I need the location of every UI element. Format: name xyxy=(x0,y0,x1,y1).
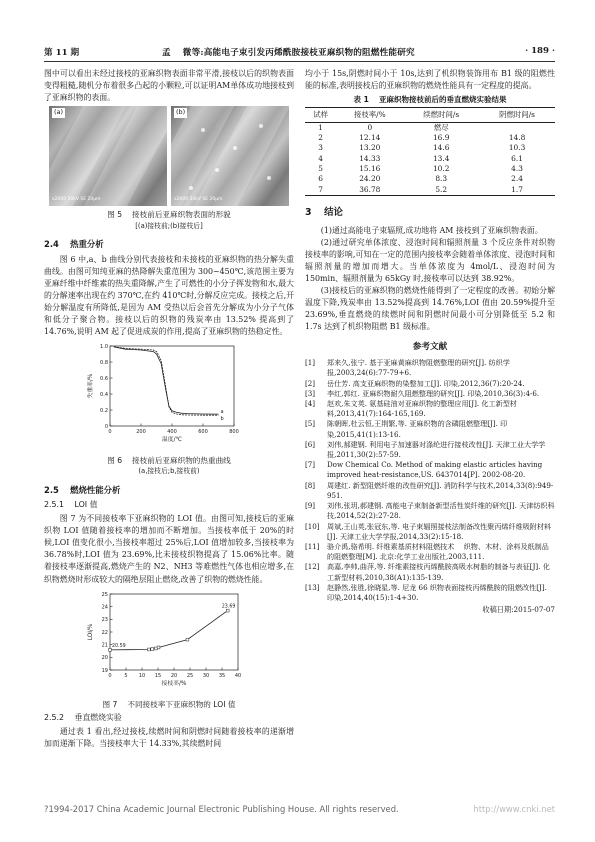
data-point xyxy=(151,647,154,650)
table-cell: 14.8 xyxy=(508,133,526,143)
data-point xyxy=(109,648,112,651)
x-axis-label: 温度/℃ xyxy=(161,436,183,443)
reference-item xyxy=(305,583,555,603)
section-2-4-text: 图 6 中,a、b 曲线分别代表接枝和未接枝的亚麻织物的热分解失重曲线。由图可知纯亚麻的热降解失重范围为 300~450℃,该范围主要为亚麻纤维中纤维素的热失重降解,产生了可燃性的小分子挥发物和水,最大的分解速率出现在约 370℃,在约 410℃时,分解反应完成。接枝之后,开始分解温度有所降低,是因为 AM 受热以后会首先分解成为小分子气体和低分子聚合物。接枝以后的织物的残炭率由 13.52% 提高到了 14.76%,说明 AM 起了促进成炭的作用,提高了亚麻织物的热稳定性。 xyxy=(44,254,294,336)
table-cell: 3 xyxy=(318,143,323,153)
reference-item xyxy=(305,358,555,378)
table-header-row xyxy=(305,108,555,122)
table-cell: 10.2 xyxy=(432,164,450,174)
section-2-5-2-text: 通过表 1 看出,经过接枝,续燃时间和阴燃时间随着接枝率的递渐增加而递渐下降。当接枝率大于 14.33%,其续燃时间 xyxy=(44,727,294,749)
y-tick-label: 22 xyxy=(101,629,108,636)
data-point xyxy=(226,609,229,612)
scale-bar-b: x2000 30kV SE 20μm xyxy=(174,197,223,203)
table-cell: 6 xyxy=(318,174,323,184)
x-tick-label: 30 xyxy=(202,672,210,679)
reference-text: 赵欢,朱文英. 氨基硅油对亚麻织物的整理应用[J]. 化工新型材料,2013,41(7):164-165,169. xyxy=(327,399,517,419)
table-cell: 5 xyxy=(318,164,323,174)
table-cell: 16.9 xyxy=(432,133,450,143)
reference-text: 周建红. 新型阻燃纤维的改性研究[J]. 消防科学与技术,2014,33(8):949-951. xyxy=(327,480,554,500)
intro-paragraph: 图中可以看出未经过接枝的亚麻织物表面非常平滑,接枝以后的织物表面变得粗糙,随机分布着很多凸起的小颗粒,可以证明AM单体成功地接枝到了亚麻织物的表面。 xyxy=(44,69,294,103)
issue-number: 第 11 期 xyxy=(44,48,80,58)
reference-number: [12] xyxy=(305,562,320,572)
table-cell: 15.16 xyxy=(359,164,381,174)
table-header-cell: 阴燃时间/s xyxy=(479,108,555,122)
references-heading: 参考文献 xyxy=(412,342,448,353)
figure-7-caption: 图 7 不同接枝率下亚麻织物的 LOI 值 xyxy=(102,699,236,709)
series-line-a xyxy=(114,347,219,414)
reference-number: [3] xyxy=(305,388,316,398)
table-cell: 2.4 xyxy=(511,174,523,184)
table-cell: 1.7 xyxy=(479,184,555,195)
reference-item xyxy=(305,379,555,389)
table-cell: 12.14 xyxy=(359,133,381,143)
table-cell: 14.33 xyxy=(359,153,381,163)
reference-number: [1] xyxy=(305,358,316,368)
y-tick-label: 23 xyxy=(101,616,108,623)
data-point xyxy=(157,646,160,649)
section-3-heading: 3 结论 xyxy=(305,206,343,218)
table-cell: 13.4 xyxy=(432,153,450,163)
reference-text: 赵静然,张胜,徐晓星,等. 尼龙 66 织物表面接枝丙烯酰胺的阻燃改性[J]. 印染,2014,40(15):1-4+30. xyxy=(327,582,547,602)
section-2-5-1-heading: 2.5.1 LOI 值 xyxy=(44,500,98,510)
x-axis-label: 接枝率/% xyxy=(161,680,187,687)
continued-paragraph: 均小于 15s,阴燃时间小于 10s,达到了机织物装饰用布 B1 级的阻燃性能的标准,表明接枝后的亚麻织物的燃烧性能具有一定程度的提高。 xyxy=(305,69,555,91)
reference-item xyxy=(305,522,555,542)
series-line-b xyxy=(114,347,219,415)
y-tick-label: 1.0 xyxy=(100,343,108,350)
y-tick-label: 0 xyxy=(104,423,108,430)
reference-text: 岳仕芳. 高支亚麻织物的染整加工[J]. 印染,2012,36(7):20-24. xyxy=(327,378,525,388)
reference-item xyxy=(305,501,555,521)
table-row xyxy=(305,164,555,174)
figure-7-chart xyxy=(84,588,254,696)
table-1 xyxy=(305,107,555,195)
reference-number: [7] xyxy=(305,460,316,470)
table-cell: 5.2 xyxy=(403,184,479,195)
table-row xyxy=(305,122,555,133)
series-label: a xyxy=(220,408,224,415)
y-axis-label: 失重率/% xyxy=(88,373,94,399)
reference-text: Dow Chemical Co. Method of making elastic articles having improved heat-resistance,US. 6437014[P]. 2002-08-20. xyxy=(327,460,543,480)
panel-label-a: (a) xyxy=(54,108,64,117)
reference-number: [5] xyxy=(305,419,316,429)
right-column xyxy=(305,68,555,616)
table-cell: 24.20 xyxy=(359,174,381,184)
data-point xyxy=(186,638,189,641)
x-tick-label: 10 xyxy=(138,672,146,679)
table-cell: 7 xyxy=(305,184,336,195)
y-tick-label: 0.8 xyxy=(100,359,108,366)
reference-text: 郑来久,张宁. 基于亚麻黄麻织物阻燃整理的研究[J]. 纺织学报,2003,24(6):77-79+6. xyxy=(327,358,510,378)
reference-list xyxy=(305,358,555,603)
table-cell: 1 xyxy=(318,122,323,132)
table-cell: 4.3 xyxy=(511,164,523,174)
reference-number: [10] xyxy=(305,521,320,531)
panel-label-b: (b) xyxy=(176,108,186,117)
table-cell: 4 xyxy=(318,153,323,163)
data-point xyxy=(154,647,157,650)
x-tick-label: 25 xyxy=(186,672,194,679)
left-column xyxy=(44,68,294,750)
reference-text: 陈朝晖,杜云恒,王荆繁,等. 亚麻织物的含磷阻燃整理[J]. 印染,2015,41(1):13-16. xyxy=(327,419,508,439)
reference-number: [9] xyxy=(305,501,316,511)
header-rule xyxy=(44,61,555,62)
reference-text: 高嘉,李帅,曲萍,等. 纤维素接枝丙烯酰胺高吸水树脂的制备与表征[J]. 化工新型材料,2010,38(A1):135-139. xyxy=(327,562,550,582)
table-cell: 2 xyxy=(318,133,323,143)
conclusion-2: (2)通过研究单体浓度、浸泡时间和辐照剂量 3 个反应条件对织物接枝率的影响,可知在一定的范围内接枝率会随着单体浓度、浸泡时间和辐照剂量的增加而增大。当单体浓度为 4mol/L、浸泡时间为 150min、辐照剂量为 65kGy 时,接枝率可以达到 38.92%。 xyxy=(305,238,555,284)
table-cell xyxy=(479,122,555,133)
data-point xyxy=(147,648,150,651)
table-1-body xyxy=(305,122,555,195)
reference-number: [8] xyxy=(305,480,316,490)
x-tick-label: 5 xyxy=(124,672,128,679)
conclusion-3: (3)接枝后的亚麻织物的燃烧性能得到了一定程度的改善。初始分解温度下降,残炭率由 13.52%提高到 14.76%,LOI 值由 20.59%提升至 23.69%,垂直燃烧的续燃时间和阴燃时间最小可分别降低至 5.2 和 1.7s 达到了机织物阻燃 B1 级标准。 xyxy=(305,286,555,332)
y-tick-label: 19 xyxy=(101,667,108,674)
tg-curve-svg xyxy=(84,340,254,452)
running-header xyxy=(44,44,555,60)
table-header-cell: 续燃时间/s xyxy=(403,108,479,122)
copyright-notice: ?1994-2017 China Academic Journal Electronic Publishing House. All rights reserved. xyxy=(44,804,399,814)
section-2-5-2-heading: 2.5.2 垂直燃烧实验 xyxy=(44,713,122,723)
table-row xyxy=(305,184,555,195)
section-2-5-heading: 2.5 燃烧性能分析 xyxy=(44,484,121,495)
y-tick-label: 0.6 xyxy=(100,375,108,382)
plot-frame xyxy=(110,594,238,670)
x-tick-label: 600 xyxy=(198,428,208,435)
reference-item xyxy=(305,481,555,501)
reference-item xyxy=(305,419,555,439)
sem-image-before xyxy=(49,106,167,206)
loi-chart-svg xyxy=(84,588,254,696)
x-tick-label: 20 xyxy=(170,672,178,679)
watermark-url: http://www.cnki.net xyxy=(473,804,555,814)
reference-item xyxy=(305,562,555,582)
x-tick-label: 40 xyxy=(234,672,242,679)
reference-item xyxy=(305,440,555,460)
table-header-cell: 接枝率/% xyxy=(336,108,403,122)
x-tick-label: 800 xyxy=(229,428,239,435)
series-label: b xyxy=(220,415,224,422)
x-tick-label: 400 xyxy=(167,428,177,435)
x-tick-label: 15 xyxy=(154,672,162,679)
reference-number: [11] xyxy=(305,541,320,551)
table-cell: 36.78 xyxy=(336,184,403,195)
table-1-caption: 表 1 亚麻织物接枝前后的垂直燃烧实验结果 xyxy=(353,95,507,105)
reference-item xyxy=(305,389,555,399)
figure-6-caption: 图 6 接枝前后亚麻织物的热重曲线 xyxy=(107,455,231,465)
x-tick-label: 0 xyxy=(108,672,112,679)
y-tick-label: 20 xyxy=(101,654,108,661)
reference-text: 骆介禹,骆希明. 纤维素基质材料阻燃技术 织物、木材、涂料及纸制品的阻燃整理[M]. 北京:化学工业出版社,2003,111. xyxy=(327,541,549,562)
scale-bar-a: x2000 30kV SE 20μm xyxy=(52,197,101,203)
table-cell: 0 xyxy=(367,122,373,132)
table-cell: 10.3 xyxy=(508,143,526,153)
table-cell: 14.6 xyxy=(432,143,450,153)
y-tick-label: 0.2 xyxy=(100,407,108,414)
reference-number: [6] xyxy=(305,439,316,449)
reference-text: 刘伟,郝建钢. 利用电子加速器对涤纶进行接枝改性[J]. 天津工业大学学报,2011,30(2):57-59. xyxy=(327,439,546,460)
x-tick-label: 0 xyxy=(108,428,112,435)
reference-text: 周斌,王山英,张冠东,等. 电子束辐照接枝法制备改性聚丙烯纤维吸附材料[J]. 天津工业大学学报,2014,33(2):15-18. xyxy=(327,521,552,541)
reference-number: [2] xyxy=(305,378,316,388)
figure-6-subcaption: (a,接枝后;b,接枝前) xyxy=(138,467,200,476)
series-line-loi xyxy=(110,610,228,649)
section-2-4-heading: 2.4 热重分析 xyxy=(44,238,104,249)
reference-number: [4] xyxy=(305,399,316,409)
section-2-5-1-text: 图 7 为不同接枝率下亚麻织物的 LOI 值。由图可知,接枝后的亚麻织物 LOI 值随着接枝率的增加而不断增加。当接枝率低于 20%的时候,LOI 值变化很小,当接枝率超过 25%后,LOI 值增加较多,当接枝率为 36.78%时,LOI 值为 23.69%,比未接枝织物提高了 15.06%比率。随着接枝率逐渐提高,燃烧产生的 N2、NH3 等难燃性气体也相应增多,在织物燃烧时形成较大的隔绝层阻止燃烧,改善了织物的燃烧性能。 xyxy=(44,514,294,584)
y-tick-label: 0.4 xyxy=(100,391,108,398)
y-tick-label: 21 xyxy=(101,641,108,648)
table-header-cell: 试样 xyxy=(305,108,336,122)
x-tick-label: 35 xyxy=(218,672,226,679)
figure-5-subcaption: [(a)接枝前;(b)接枝后] xyxy=(135,221,203,230)
conclusion-1: (1)通过高能电子束辐照,成功地将 AM 接枝到了亚麻织物表面。 xyxy=(320,226,543,236)
reference-text: 李红,郭红. 亚麻织物耐久阻燃整理的研究[J]. 印染,2010,36(3):4-6. xyxy=(327,388,540,398)
y-tick-label: 25 xyxy=(101,591,108,598)
reference-number: [13] xyxy=(305,582,320,592)
page-number: · 189 · xyxy=(525,46,555,56)
sem-image-after xyxy=(171,106,289,206)
reference-item xyxy=(305,399,555,419)
figure-5-caption: 图 5 接枝前后亚麻织物表面的形貌 xyxy=(107,210,231,220)
reference-item xyxy=(305,460,555,480)
x-tick-label: 200 xyxy=(136,428,146,435)
reference-text: 刘伟,张玥,郝建钢. 高能电子束制备新型活性炭纤维的研究[J]. 天津纺织科技,2014,52(2):27-28. xyxy=(327,501,555,521)
reference-item xyxy=(305,542,555,562)
table-row xyxy=(305,133,555,143)
table-cell: 8.3 xyxy=(435,174,448,184)
figure-5 xyxy=(44,106,294,206)
table-row xyxy=(305,143,555,153)
y-tick-label: 24 xyxy=(101,603,108,610)
data-label: 20.59 xyxy=(112,643,126,649)
y-axis-label: LOI/% xyxy=(88,623,94,640)
table-row xyxy=(305,174,555,184)
article-title-header: 孟 微等:高能电子束引发丙烯酰胺接枝亚麻织物的阻燃性能研究 xyxy=(162,48,415,58)
figure-6-chart xyxy=(84,340,254,452)
data-label: 23.69 xyxy=(221,604,236,610)
table-row xyxy=(305,154,555,164)
table-cell: 13.20 xyxy=(359,143,381,153)
footer xyxy=(44,804,555,814)
table-cell: 燃尽 xyxy=(433,122,449,132)
table-cell: 6.1 xyxy=(511,153,523,163)
received-date: 收稿日期:2015-07-07 xyxy=(482,605,555,615)
